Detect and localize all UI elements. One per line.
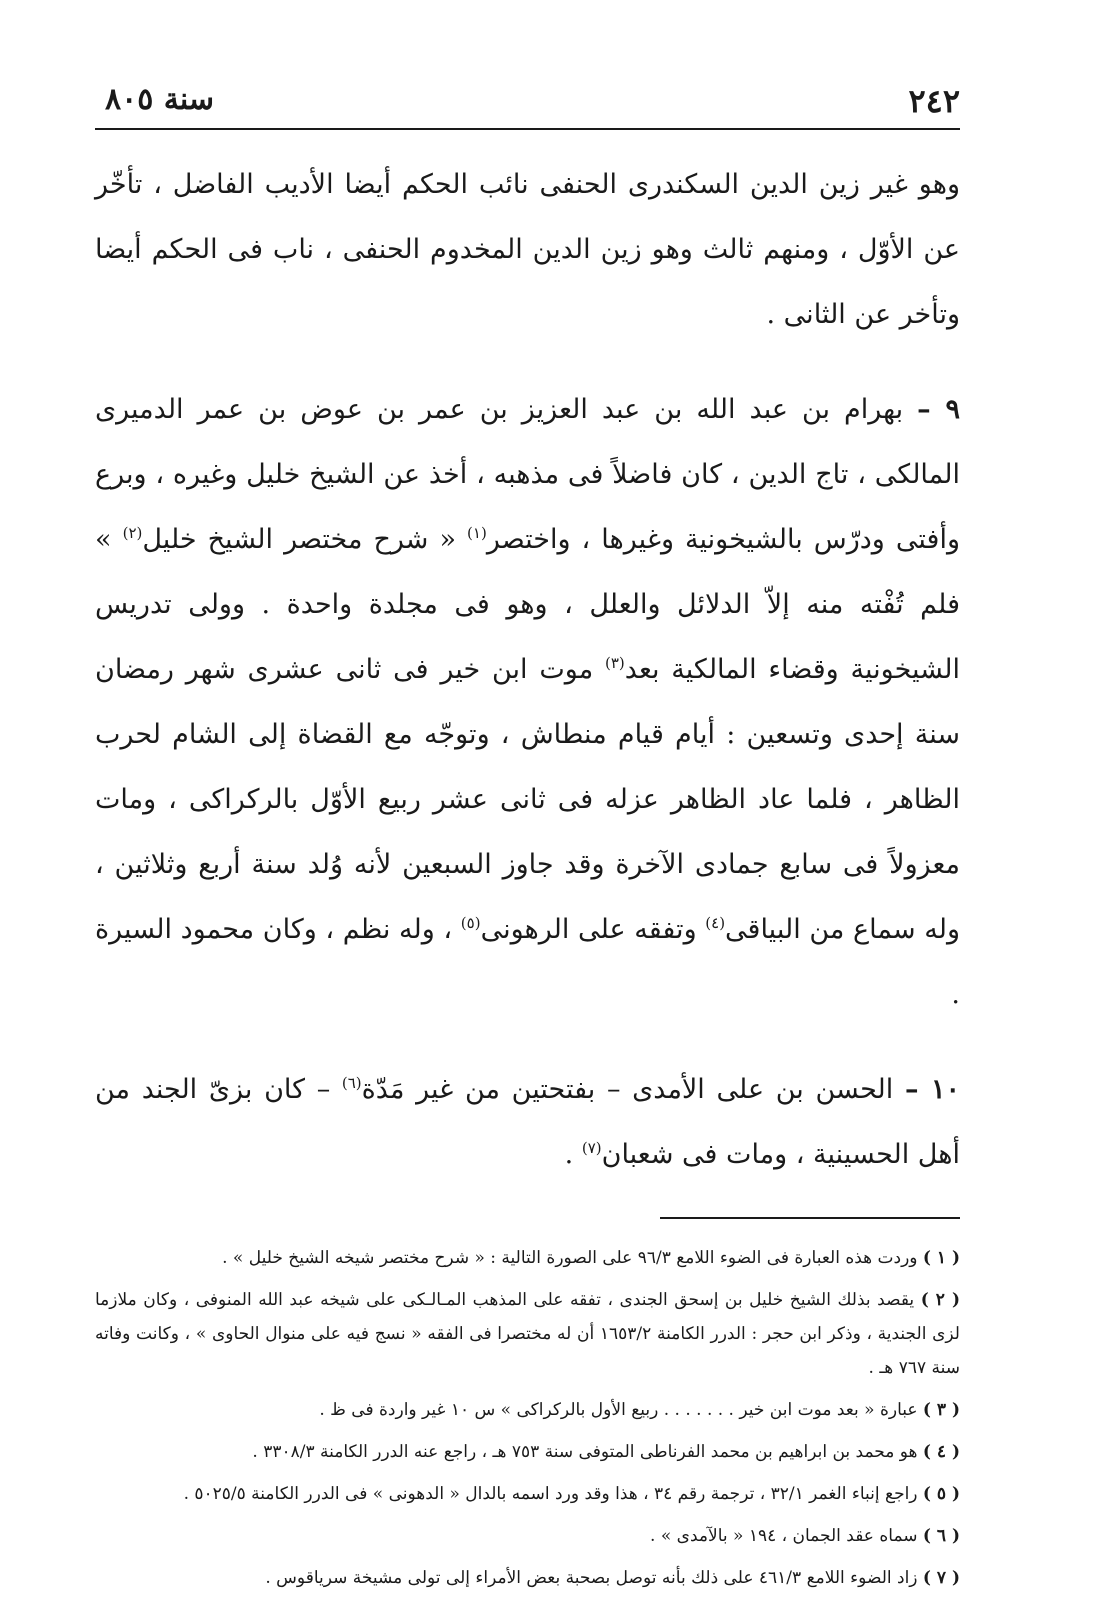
footnote-number: ( ٧ ) [922, 1568, 960, 1588]
entry-10 [95, 1057, 960, 1187]
footnote-ref: (٤) [705, 914, 726, 932]
footnote [95, 1283, 960, 1385]
footnote [95, 1393, 960, 1427]
footnote-ref: (١) [467, 524, 487, 542]
footnote-text: عبارة « بعد موت ابن خير . . . . . . . ربيع الأول بالركراكى » س ١٠ غير واردة فى ظ . [319, 1400, 923, 1420]
entry-text: ، وله نظم ، وكان محمود السيرة . [95, 914, 960, 1010]
entry-text: وتفقه على الرهونى [480, 914, 706, 945]
footnotes [95, 1241, 960, 1595]
footnote-ref: (٧) [581, 1139, 602, 1157]
footnote [95, 1241, 960, 1275]
footnote-ref: (٦) [341, 1074, 362, 1092]
footnote-ref: (٢) [122, 524, 143, 542]
document-page [95, 70, 960, 1603]
entry-number: ١٠ – [904, 1074, 961, 1105]
header-rule [95, 128, 960, 130]
footnote-text: يقصد بذلك الشيخ خليل بن إسحق الجندى ، تفقه على المذهب المـالـكى على شيخه عبد الله المنوفى ، وكان ملازما لزى الجندية ، وذكر ابن حجر : الدرر الكامنة ١٦٥٣/٢ أن له مختصرا فى الفقه « نسج فيه على منوال الحاوى » ، وكانت وفاته سنة ٧٦٧ هـ . [95, 1290, 960, 1378]
paragraph-text: وهو غير زين الدين السكندرى الحنفى نائب الحكم أيضا الأديب الفاضل ، تأخّر عن الأوّل ، ومنهم ثالث وهو زين الدين المخدوم الحنفى ، ناب فى الحكم أيضا وتأخر عن الثانى . [95, 169, 960, 330]
footnote [95, 1435, 960, 1469]
entry-number: ٩ – [917, 394, 960, 425]
footnote [95, 1477, 960, 1511]
page-header [95, 70, 960, 122]
entry-9 [95, 377, 960, 1027]
running-head: سنة ٨٠٥ [105, 82, 215, 117]
footnote-text: هو محمد بن ابراهيم بن محمد الفرناطى المتوفى سنة ٧٥٣ هـ ، راجع عنه الدرر الكامنة ٣٣٠٨/٣ . [252, 1442, 923, 1462]
footnote-rule [660, 1217, 960, 1219]
footnote-number: ( ١ ) [922, 1248, 960, 1268]
footnote-text: سماه عقد الجمان ، ١٩٤ « بالآمدى » . [650, 1526, 923, 1546]
paragraph-continuation [95, 152, 960, 347]
footnote-text: وردت هذه العبارة فى الضوء اللامع ٩٦/٣ على الصورة التالية : « شرح مختصر شيخه الشيخ خليل » . [222, 1248, 923, 1268]
entry-text: موت ابن خير فى ثانى عشرى شهر رمضان سنة إحدى وتسعين : أيام قيام منطاش ، وتوجّه مع القضاة إلى الشام لحرب الظاهر ، فلما عاد الظاهر عزله فى ثانى عشر ربيع الأوّل بالركراكى ، ومات معزولاً فى سابع جمادى الآخرة وقد جاوز السبعين لأنه وُلد سنة أربع وثلاثين ، وله سماع من البياقى [95, 654, 960, 945]
footnote-text: زاد الضوء اللامع ٤٦١/٣ على ذلك بأنه توصل بصحبة بعض الأمراء إلى تولى مشيخة سرياقوس . [265, 1568, 923, 1588]
page-number: ٢٤٢ [908, 82, 960, 120]
entry-text: » فلم تُفْته منه إلاّ الدلائل والعلل ، وهو فى مجلدة واحدة . وولى تدريس الشيخونية وقضاء المالكية بعد [95, 524, 960, 685]
footnote-number: ( ٦ ) [922, 1526, 960, 1546]
entry-text: بهرام بن عبد الله بن عبد العزيز بن عمر بن عوض بن عمر الدميرى المالكى ، تاج الدين ، كان فاضلاً فى مذهبه ، أخذ عن الشيخ خليل وغيره ، وبرع وأفتى ودرّس بالشيخونية وغيرها ، واختصر [95, 394, 960, 555]
entry-text: الحسن بن على الأمدى – بفتحتين من غير مَدّة [361, 1074, 905, 1105]
footnote-ref: (٥) [460, 914, 481, 932]
footnote-number: ( ٥ ) [922, 1484, 960, 1504]
main-text [95, 152, 960, 1187]
footnote [95, 1519, 960, 1553]
footnote-ref: (٣) [604, 654, 625, 672]
footnote-text: راجع إنباء الغمر ٣٢/١ ، ترجمة رقم ٣٤ ، هذا وقد ورد اسمه بالدال « الدهونى » فى الدرر الكامنة ٥٠٢٥/٥ . [183, 1484, 923, 1504]
entry-text: – كان بزىّ الجند من أهل الحسينية ، ومات فى شعبان [95, 1074, 960, 1170]
entry-text: « شرح مختصر الشيخ خليل [142, 524, 468, 555]
footnote-number: ( ٣ ) [922, 1400, 960, 1420]
footnote [95, 1561, 960, 1595]
footnote-number: ( ٢ ) [920, 1290, 961, 1310]
footnote-number: ( ٤ ) [922, 1442, 960, 1462]
entry-text: . [564, 1139, 582, 1170]
